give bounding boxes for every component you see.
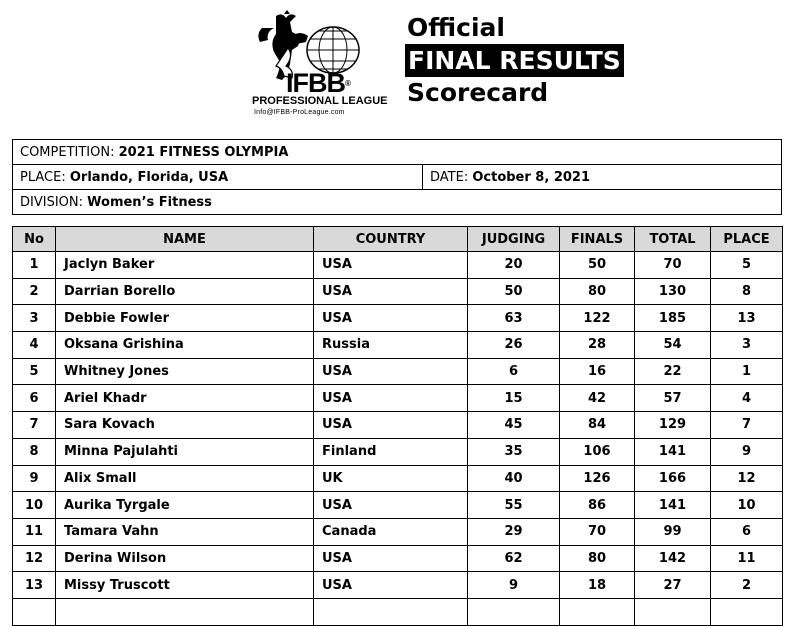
division-label: DIVISION:: [20, 194, 83, 210]
competition-cell: [13, 140, 782, 165]
cell-place: 8: [711, 278, 783, 305]
cell-place: 13: [711, 305, 783, 332]
table-row: [13, 438, 783, 465]
cell-country: USA: [314, 305, 468, 332]
cell-name: Oksana Grishina: [56, 332, 314, 359]
division-row: [13, 190, 782, 215]
cell-judging: 55: [468, 492, 560, 519]
cell-place: 2: [711, 572, 783, 599]
cell-name: [56, 598, 314, 625]
cell-finals: 42: [560, 385, 635, 412]
cell-country: USA: [314, 572, 468, 599]
competition-row: [13, 140, 782, 165]
cell-name: Tamara Vahn: [56, 518, 314, 545]
cell-place: 10: [711, 492, 783, 519]
cell-country: UK: [314, 465, 468, 492]
table-row: [13, 278, 783, 305]
cell-country: USA: [314, 252, 468, 279]
division-cell: [13, 190, 782, 215]
cell-no: 9: [13, 465, 56, 492]
cell-finals: 80: [560, 545, 635, 572]
cell-country: USA: [314, 492, 468, 519]
header-country: COUNTRY: [314, 227, 468, 252]
cell-place: 1: [711, 358, 783, 385]
date-label: DATE:: [430, 169, 469, 185]
cell-place: 11: [711, 545, 783, 572]
cell-name: Jaclyn Baker: [56, 252, 314, 279]
date-cell: [423, 165, 782, 190]
cell-total: 129: [635, 412, 711, 439]
cell-place: 9: [711, 438, 783, 465]
title-official: Official: [407, 13, 505, 42]
cell-judging: 6: [468, 358, 560, 385]
place-cell: [13, 165, 423, 190]
cell-place: [711, 598, 783, 625]
cell-no: [13, 598, 56, 625]
cell-judging: 35: [468, 438, 560, 465]
cell-name: Sara Kovach: [56, 412, 314, 439]
cell-no: 8: [13, 438, 56, 465]
cell-finals: 16: [560, 358, 635, 385]
cell-no: 12: [13, 545, 56, 572]
cell-total: 99: [635, 518, 711, 545]
table-row: [13, 412, 783, 439]
cell-total: [635, 598, 711, 625]
cell-no: 11: [13, 518, 56, 545]
cell-judging: [468, 598, 560, 625]
table-row: [13, 598, 783, 625]
title-scorecard: Scorecard: [407, 78, 549, 107]
title-final-results: FINAL RESULTS: [405, 44, 624, 77]
cell-name: Alix Small: [56, 465, 314, 492]
cell-finals: [560, 598, 635, 625]
cell-judging: 26: [468, 332, 560, 359]
cell-country: USA: [314, 545, 468, 572]
cell-place: 4: [711, 385, 783, 412]
document-title: [405, 12, 624, 109]
cell-country: USA: [314, 358, 468, 385]
cell-name: Minna Pajulahti: [56, 438, 314, 465]
cell-name: Ariel Khadr: [56, 385, 314, 412]
table-row: [13, 545, 783, 572]
cell-total: 142: [635, 545, 711, 572]
table-row: [13, 492, 783, 519]
cell-finals: 86: [560, 492, 635, 519]
logo-email: Info@IFBB-ProLeague.com: [254, 109, 345, 116]
logo-wordmark: IFBB®: [286, 68, 350, 98]
cell-total: 141: [635, 492, 711, 519]
cell-total: 70: [635, 252, 711, 279]
cell-total: 141: [635, 438, 711, 465]
cell-judging: 20: [468, 252, 560, 279]
cell-name: Whitney Jones: [56, 358, 314, 385]
place-value: Orlando, Florida, USA: [69, 169, 229, 185]
cell-finals: 70: [560, 518, 635, 545]
results-header-row: [13, 227, 783, 252]
cell-country: Russia: [314, 332, 468, 359]
cell-place: 12: [711, 465, 783, 492]
cell-judging: 50: [468, 278, 560, 305]
cell-place: 6: [711, 518, 783, 545]
table-row: [13, 518, 783, 545]
cell-country: Finland: [314, 438, 468, 465]
competition-value: 2021 FITNESS OLYMPIA: [118, 144, 289, 160]
cell-total: 27: [635, 572, 711, 599]
cell-finals: 18: [560, 572, 635, 599]
date-value: October 8, 2021: [472, 169, 590, 185]
cell-finals: 50: [560, 252, 635, 279]
cell-no: 4: [13, 332, 56, 359]
results-table: [12, 226, 783, 626]
table-row: [13, 252, 783, 279]
cell-judging: 45: [468, 412, 560, 439]
cell-finals: 126: [560, 465, 635, 492]
cell-country: USA: [314, 412, 468, 439]
cell-total: 54: [635, 332, 711, 359]
header-place: PLACE: [711, 227, 783, 252]
cell-place: 5: [711, 252, 783, 279]
cell-name: Debbie Fowler: [56, 305, 314, 332]
competition-info: [12, 139, 782, 215]
cell-no: 7: [13, 412, 56, 439]
cell-judging: 15: [468, 385, 560, 412]
cell-finals: 122: [560, 305, 635, 332]
logo-subtitle: PROFESSIONAL LEAGUE: [252, 95, 388, 107]
cell-judging: 63: [468, 305, 560, 332]
cell-total: 22: [635, 358, 711, 385]
place-date-row: [13, 165, 782, 190]
table-row: [13, 358, 783, 385]
header-name: NAME: [56, 227, 314, 252]
cell-name: Aurika Tyrgale: [56, 492, 314, 519]
cell-no: 3: [13, 305, 56, 332]
cell-country: USA: [314, 278, 468, 305]
cell-country: Canada: [314, 518, 468, 545]
header-finals: FINALS: [560, 227, 635, 252]
cell-no: 10: [13, 492, 56, 519]
competition-label: COMPETITION:: [20, 144, 115, 160]
table-row: [13, 572, 783, 599]
cell-place: 7: [711, 412, 783, 439]
cell-place: 3: [711, 332, 783, 359]
cell-country: USA: [314, 385, 468, 412]
header-judging: JUDGING: [468, 227, 560, 252]
table-row: [13, 305, 783, 332]
table-row: [13, 332, 783, 359]
table-row: [13, 385, 783, 412]
cell-name: Missy Truscott: [56, 572, 314, 599]
cell-no: 5: [13, 358, 56, 385]
header-no: No: [13, 227, 56, 252]
cell-finals: 84: [560, 412, 635, 439]
cell-finals: 80: [560, 278, 635, 305]
division-value: Women’s Fitness: [87, 194, 212, 210]
cell-no: 13: [13, 572, 56, 599]
cell-total: 166: [635, 465, 711, 492]
cell-name: Darrian Borello: [56, 278, 314, 305]
cell-no: 6: [13, 385, 56, 412]
header-total: TOTAL: [635, 227, 711, 252]
cell-country: [314, 598, 468, 625]
cell-judging: 9: [468, 572, 560, 599]
cell-no: 1: [13, 252, 56, 279]
ifbb-logo: [248, 8, 388, 120]
cell-total: 57: [635, 385, 711, 412]
cell-judging: 29: [468, 518, 560, 545]
cell-finals: 28: [560, 332, 635, 359]
cell-name: Derina Wilson: [56, 545, 314, 572]
cell-finals: 106: [560, 438, 635, 465]
cell-judging: 62: [468, 545, 560, 572]
cell-total: 130: [635, 278, 711, 305]
cell-judging: 40: [468, 465, 560, 492]
place-label: PLACE:: [20, 169, 66, 185]
cell-no: 2: [13, 278, 56, 305]
table-row: [13, 465, 783, 492]
cell-total: 185: [635, 305, 711, 332]
